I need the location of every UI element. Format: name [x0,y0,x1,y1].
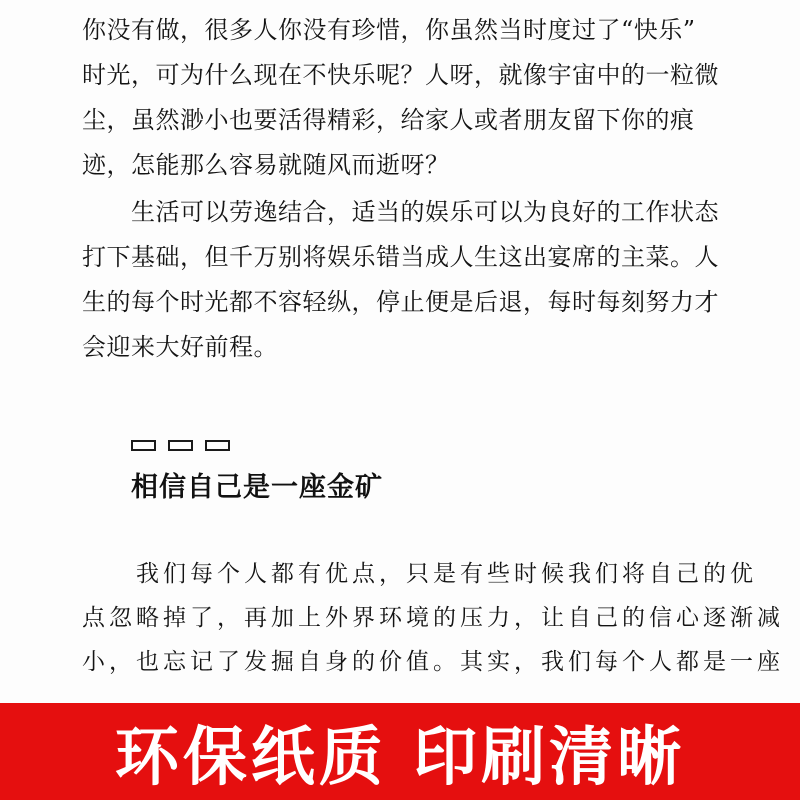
ornament-box-icon [168,440,193,451]
promo-banner [0,703,800,800]
text-line: 迹，怎能那么容易就随风而逝呀？ [82,151,450,179]
section-paragraph [82,552,784,684]
text-line: 我们每个人都有优点，只是有些时候我们将自己的优 [82,561,757,587]
text-line: 会迎来大好前程。 [82,333,278,361]
text-line: 生活可以劳逸结合，适当的娱乐可以为良好的工作状态 [82,198,719,226]
text-line: 尘，虽然渺小也要活得精彩，给家人或者朋友留下你的痕 [82,106,695,134]
text-line: 生的每个时光都不容轻纵，停止便是后退，每时每刻努力才 [82,288,719,316]
text-line: 点忽略掉了，再加上外界环境的压力，让自己的信心逐渐减 [82,605,784,631]
ornament-box-icon [131,440,156,451]
ornament-box-icon [205,440,230,451]
paragraph-1 [82,8,722,188]
text-line: 你没有做，很多人你没有珍惜，你虽然当时度过了“快乐” [82,16,696,44]
paragraph-2 [82,190,722,370]
text-line: 时光，可为什么现在不快乐呢？人呀，就像宇宙中的一粒微 [82,61,719,89]
text-line: 小，也忘记了发掘自身的价值。其实，我们每个人都是一座 [82,649,784,675]
section-heading: 相信自己是一座金矿 [131,472,383,503]
banner-text: 环保纸质 印刷清晰 [114,720,686,795]
text-line: 打下基础，但千万别将娱乐错当成人生这出宴席的主菜。人 [82,243,719,271]
section-ornament [131,440,230,452]
